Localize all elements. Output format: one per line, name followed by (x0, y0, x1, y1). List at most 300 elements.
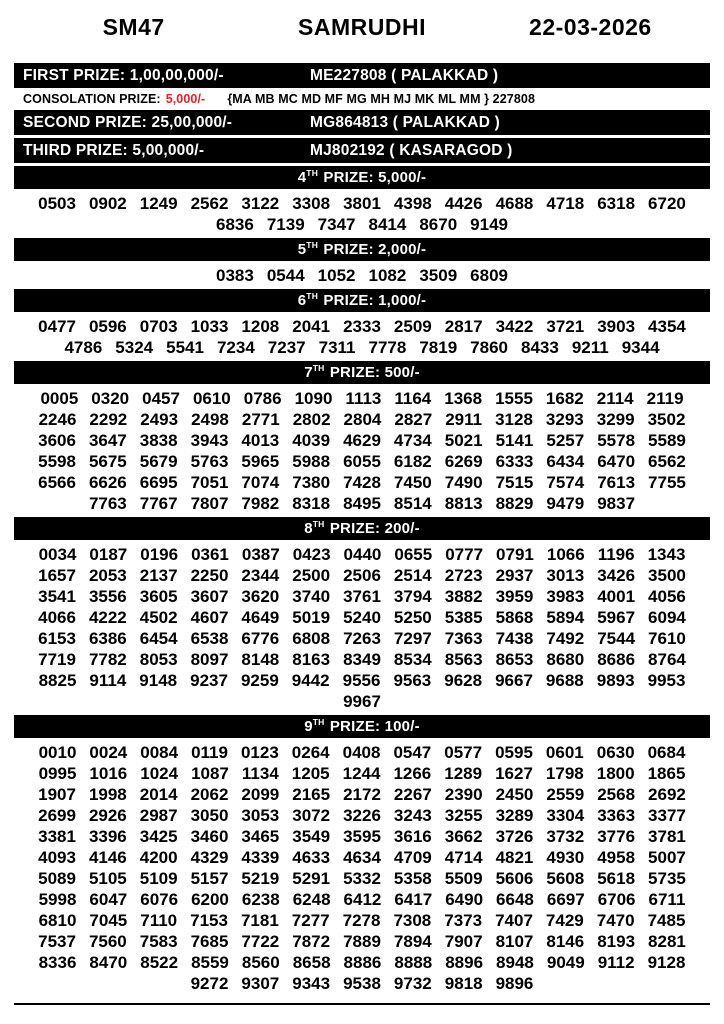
winning-number: 5219 (241, 869, 280, 888)
winning-number: 3128 (495, 410, 533, 429)
winning-number: 8563 (444, 650, 483, 669)
winning-number: 3740 (292, 587, 331, 606)
winning-number: 1113 (345, 389, 382, 408)
winning-number: 0187 (89, 545, 128, 564)
winning-number: 3226 (343, 806, 381, 825)
winning-number: 3556 (88, 587, 127, 606)
third-prize-bar (14, 138, 710, 163)
winning-number: 1907 (38, 785, 76, 804)
winning-number: 1087 (191, 764, 229, 783)
winning-number: 6182 (393, 452, 432, 471)
winning-number: 7234 (216, 338, 255, 357)
winning-number: 9893 (596, 671, 635, 690)
prize-section-title: 6TH PRIZE: 1,000/- (297, 291, 427, 309)
prize-sections (14, 166, 710, 997)
winning-number: 9667 (495, 671, 533, 690)
winning-number: 7894 (393, 932, 432, 951)
winning-number: 3013 (546, 566, 585, 585)
winning-number: 2333 (343, 317, 381, 336)
winning-number: 7297 (393, 629, 432, 648)
winning-number: 4426 (444, 194, 483, 213)
number-row (14, 451, 710, 472)
winning-number: 4821 (495, 848, 534, 867)
winning-number: 4001 (597, 587, 636, 606)
winning-number: 2014 (139, 785, 178, 804)
winning-number: 3721 (546, 317, 585, 336)
winning-number: 6047 (89, 890, 128, 909)
winning-number: 3620 (241, 587, 280, 606)
winning-number: 5679 (139, 452, 178, 471)
winning-number: 7450 (393, 473, 432, 492)
number-row (14, 649, 710, 670)
number-row (14, 670, 710, 691)
winning-number: 8829 (495, 494, 534, 513)
winning-number: 2390 (444, 785, 483, 804)
winning-number: 8107 (495, 932, 534, 951)
winning-number: 5385 (444, 608, 483, 627)
winning-number: 3426 (597, 566, 636, 585)
winning-number: 7308 (393, 911, 432, 930)
number-row (14, 430, 710, 451)
number-row (14, 337, 710, 358)
prize-section-header (14, 289, 710, 312)
number-row (14, 607, 710, 628)
winning-number: 3903 (597, 317, 636, 336)
winning-number: 1657 (38, 566, 76, 585)
winning-number: 6490 (445, 890, 484, 909)
winning-number: 9343 (292, 974, 331, 993)
winning-number: 5291 (292, 869, 331, 888)
winning-number: 2509 (393, 317, 432, 336)
winning-number: 2172 (343, 785, 381, 804)
winning-number: 8653 (495, 650, 534, 669)
winning-number: 0196 (140, 545, 179, 564)
winning-number: 3500 (648, 566, 686, 585)
winning-number: 4734 (393, 431, 432, 450)
winning-number: 3396 (88, 827, 127, 846)
consolation-amount: 5,000/- (165, 92, 206, 106)
winning-number: 3794 (393, 587, 432, 606)
winning-number: 0361 (191, 545, 229, 564)
number-row (14, 952, 710, 973)
winning-number: 8670 (419, 215, 458, 234)
prize-numbers (14, 542, 710, 715)
winning-number: 6318 (597, 194, 636, 213)
winning-number: 5019 (292, 608, 331, 627)
winning-number: 4629 (343, 431, 381, 450)
draw-date: 22-03-2026 (529, 13, 652, 40)
winning-number: 9479 (546, 494, 585, 513)
prize-numbers (14, 740, 710, 997)
winning-number: 6269 (444, 452, 483, 471)
winning-number: 1066 (546, 545, 585, 564)
winning-number: 5358 (393, 869, 432, 888)
winning-number: 1164 (394, 389, 432, 408)
winning-number: 2911 (445, 410, 483, 429)
winning-number: 3381 (38, 827, 76, 846)
winning-number: 2292 (89, 410, 128, 429)
winning-number: 6153 (38, 629, 76, 648)
winning-number: 2987 (139, 806, 178, 825)
winning-number: 7347 (317, 215, 356, 234)
winning-number: 8764 (648, 650, 686, 669)
number-row (14, 910, 710, 931)
number-row (14, 316, 710, 337)
winning-number: 7470 (596, 911, 635, 930)
winning-number: 7278 (342, 911, 381, 930)
winning-number: 5007 (648, 848, 686, 867)
winning-number: 6562 (648, 452, 686, 471)
winning-number: 4502 (139, 608, 178, 627)
winning-number: 8658 (292, 953, 331, 972)
winning-number: 1196 (597, 545, 635, 564)
winning-number: 3502 (647, 410, 686, 429)
winning-number: 6836 (216, 215, 254, 234)
winning-number: 0408 (342, 743, 381, 762)
winning-number: 3781 (648, 827, 686, 846)
winning-number: 3304 (546, 806, 585, 825)
winning-number: 3959 (495, 587, 534, 606)
winning-number: 8193 (597, 932, 636, 951)
winning-number: 0544 (266, 266, 305, 285)
winning-number: 3460 (190, 827, 229, 846)
winning-number: 0123 (240, 743, 279, 762)
winning-number: 9307 (241, 974, 280, 993)
winning-number: 1033 (190, 317, 229, 336)
winning-number: 8896 (445, 953, 484, 972)
winning-number: 2827 (394, 410, 433, 429)
number-row (14, 214, 710, 235)
prize-section-header (14, 166, 710, 189)
number-row (14, 973, 710, 994)
winning-number: 3509 (419, 266, 458, 285)
winning-number: 3647 (88, 431, 127, 450)
second-prize-winner: MG864813 ( PALAKKAD ) (310, 113, 500, 131)
winning-number: 0034 (38, 545, 77, 564)
lottery-name: SAMRUDHI (298, 13, 426, 40)
winning-number: 9148 (139, 671, 178, 690)
winning-number: 9818 (444, 974, 483, 993)
winning-number: 1134 (241, 764, 279, 783)
winning-number: 5763 (190, 452, 229, 471)
winning-number: 2568 (597, 785, 636, 804)
winning-number: 6776 (241, 629, 280, 648)
prize-section (14, 289, 710, 361)
prize-section-header (14, 361, 710, 384)
winning-number: 2723 (444, 566, 483, 585)
winning-number: 9237 (190, 671, 228, 690)
winning-number: 2500 (292, 566, 331, 585)
winning-number: 7181 (240, 911, 279, 930)
number-row (14, 493, 710, 514)
winning-number: 5089 (38, 869, 76, 888)
winning-number: 4930 (546, 848, 585, 867)
first-prize-winner: ME227808 ( PALAKKAD ) (310, 66, 499, 84)
winning-number: 1343 (647, 545, 686, 564)
winning-number: 6412 (343, 890, 382, 909)
winning-number: 5250 (393, 608, 432, 627)
number-row (14, 409, 710, 430)
winning-number: 9149 (470, 215, 508, 234)
winning-number: 0791 (496, 545, 534, 564)
winning-number: 5606 (495, 869, 534, 888)
winning-number: 6248 (292, 890, 331, 909)
winning-number: 7610 (648, 629, 686, 648)
winning-number: 7074 (241, 473, 280, 492)
winning-number: 6808 (292, 629, 331, 648)
winning-number: 9563 (393, 671, 432, 690)
second-prize-bar (14, 110, 710, 135)
winning-number: 0777 (445, 545, 484, 564)
winning-number: 5998 (38, 890, 77, 909)
winning-number: 4093 (38, 848, 76, 867)
winning-number: 1368 (444, 389, 483, 408)
winning-number: 7807 (190, 494, 229, 513)
winning-number: 7153 (190, 911, 228, 930)
winning-number: 0902 (88, 194, 127, 213)
winning-number: 1016 (89, 764, 128, 783)
prize-numbers (14, 191, 710, 238)
winning-number: 3595 (343, 827, 381, 846)
winning-number: 3761 (343, 587, 381, 606)
number-row (14, 784, 710, 805)
winning-number: 8560 (241, 953, 280, 972)
winning-number: 6720 (648, 194, 686, 213)
prize-section-header (14, 715, 710, 738)
winning-number: 4607 (190, 608, 229, 627)
winning-number: 1998 (88, 785, 127, 804)
winning-number: 5988 (292, 452, 331, 471)
winning-number: 4056 (648, 587, 686, 606)
number-row (14, 826, 710, 847)
winning-number: 3776 (597, 827, 636, 846)
consolation-row (14, 88, 710, 110)
winning-number: 3607 (190, 587, 229, 606)
winning-number: 7613 (597, 473, 636, 492)
winning-number: 2771 (241, 410, 280, 429)
winning-number: 0024 (89, 743, 128, 762)
winning-number: 5105 (88, 869, 127, 888)
winning-number: 0995 (38, 764, 77, 783)
prize-section (14, 361, 710, 517)
winning-number: 4066 (38, 608, 76, 627)
bottom-divider (14, 1003, 710, 1005)
winning-number: 9112 (597, 953, 635, 972)
winning-number: 1798 (545, 764, 584, 783)
winning-number: 9896 (495, 974, 534, 993)
winning-number: 0703 (139, 317, 178, 336)
winning-number: 9556 (342, 671, 381, 690)
winning-number: 2114 (596, 389, 634, 408)
winning-number: 9259 (240, 671, 279, 690)
winning-number: 9688 (545, 671, 584, 690)
prize-section-title: 8TH PRIZE: 200/- (304, 519, 420, 537)
winning-number: 0457 (142, 389, 180, 408)
winning-number: 2053 (88, 566, 127, 585)
winning-number: 2041 (292, 317, 331, 336)
winning-number: 7311 (318, 338, 356, 357)
winning-number: 1205 (291, 764, 330, 783)
winning-number: 3289 (495, 806, 534, 825)
winning-number: 0005 (40, 389, 79, 408)
winning-number: 2562 (190, 194, 229, 213)
winning-number: 8886 (343, 953, 382, 972)
winning-number: 7045 (89, 911, 128, 930)
winning-number: 1052 (317, 266, 356, 285)
winning-number: 4633 (292, 848, 331, 867)
winning-number: 6434 (546, 452, 585, 471)
winning-number: 3377 (648, 806, 686, 825)
winning-number: 7051 (190, 473, 229, 492)
winning-number: 5598 (38, 452, 76, 471)
winning-number: 7492 (546, 629, 585, 648)
winning-number: 5578 (597, 431, 636, 450)
winning-number: 4200 (139, 848, 178, 867)
third-prize-label: THIRD PRIZE: 5,00,000/- (23, 141, 205, 159)
winning-number: 4634 (343, 848, 381, 867)
winning-number: 7237 (267, 338, 306, 357)
winning-number: 7763 (88, 494, 127, 513)
winning-number: 5257 (546, 431, 585, 450)
winning-number: 7583 (139, 932, 178, 951)
winning-number: 6695 (139, 473, 178, 492)
winning-number: 7722 (241, 932, 280, 951)
winning-number: 7574 (546, 473, 585, 492)
winning-number: 0320 (91, 389, 130, 408)
winning-number: 3053 (241, 806, 280, 825)
draw-code: SM47 (102, 13, 165, 40)
winning-number: 2344 (241, 566, 280, 585)
winning-number: 7537 (38, 932, 76, 951)
winning-number: 7560 (88, 932, 127, 951)
winning-number: 2119 (646, 389, 684, 408)
number-row (14, 586, 710, 607)
winning-number: 8888 (394, 953, 433, 972)
winning-number: 9628 (444, 671, 483, 690)
winning-number: 8825 (38, 671, 77, 690)
winning-number: 4688 (495, 194, 534, 213)
prize-numbers (14, 263, 710, 289)
number-row (14, 388, 710, 409)
winning-number: 6386 (88, 629, 127, 648)
winning-number: 3363 (597, 806, 636, 825)
winning-number: 7485 (647, 911, 686, 930)
winning-number: 7907 (444, 932, 483, 951)
winning-number: 2802 (292, 410, 331, 429)
winning-number: 3606 (38, 431, 76, 450)
winning-number: 6238 (241, 890, 280, 909)
winning-number: 2926 (88, 806, 127, 825)
prize-numbers (14, 314, 710, 361)
winning-number: 2692 (648, 785, 686, 804)
winning-number: 3299 (596, 410, 635, 429)
winning-number: 8522 (140, 953, 179, 972)
winning-number: 9538 (343, 974, 381, 993)
winning-number: 1208 (241, 317, 280, 336)
winning-number: 3662 (444, 827, 483, 846)
winning-number: 6076 (140, 890, 179, 909)
winning-number: 5021 (444, 431, 483, 450)
winning-number: 3838 (139, 431, 178, 450)
winning-number: 6333 (495, 452, 534, 471)
winning-number: 9837 (597, 494, 636, 513)
winning-number: 2514 (393, 566, 432, 585)
winning-number: 1555 (495, 389, 533, 408)
winning-number: 0655 (394, 545, 433, 564)
consolation-series: {MA MB MC MD MF MG MH MJ MK ML MM } 227808 (227, 92, 535, 106)
winning-number: 5735 (648, 869, 686, 888)
winning-number: 1090 (294, 389, 333, 408)
winning-number: 3541 (38, 587, 76, 606)
winning-number: 5109 (139, 869, 178, 888)
winning-number: 7373 (444, 911, 483, 930)
prize-section (14, 166, 710, 238)
winning-number: 3801 (343, 194, 381, 213)
number-row (14, 544, 710, 565)
prize-section-header (14, 517, 710, 540)
winning-number: 7860 (470, 338, 508, 357)
winning-number: 0684 (647, 743, 686, 762)
winning-number: 8948 (496, 953, 534, 972)
winning-number: 5965 (241, 452, 280, 471)
winning-number: 0423 (292, 545, 331, 564)
winning-number: 9272 (190, 974, 229, 993)
winning-number: 8534 (393, 650, 432, 669)
winning-number: 1800 (596, 764, 635, 783)
number-row (14, 691, 710, 712)
winning-number: 5967 (597, 608, 636, 627)
winning-number: 0610 (192, 389, 231, 408)
winning-number: 7277 (291, 911, 330, 930)
number-row (14, 472, 710, 493)
winning-number: 4958 (597, 848, 636, 867)
winning-number: 8349 (343, 650, 381, 669)
winning-number: 2699 (38, 806, 76, 825)
winning-number: 2498 (191, 410, 229, 429)
winning-number: 5618 (597, 869, 636, 888)
winning-number: 7380 (292, 473, 331, 492)
second-prize-label: SECOND PRIZE: 25,00,000/- (23, 113, 233, 131)
winning-number: 3422 (495, 317, 534, 336)
winning-number: 5141 (495, 431, 534, 450)
winning-number: 4222 (88, 608, 127, 627)
winning-number: 7429 (545, 911, 584, 930)
winning-number: 3293 (545, 410, 584, 429)
winning-number: 5541 (166, 338, 204, 357)
winning-number: 0440 (343, 545, 382, 564)
winning-number: 2559 (546, 785, 585, 804)
winning-number: 8514 (393, 494, 432, 513)
prize-section (14, 715, 710, 997)
winning-number: 2506 (343, 566, 381, 585)
number-row (14, 763, 710, 784)
winning-number: 8433 (520, 338, 559, 357)
winning-number: 2493 (140, 410, 179, 429)
winning-number: 2450 (495, 785, 534, 804)
number-row (14, 193, 710, 214)
winning-number: 9211 (571, 338, 609, 357)
winning-number: 2250 (190, 566, 229, 585)
winning-number: 6711 (648, 890, 686, 909)
prize-section (14, 238, 710, 289)
winning-number: 8470 (89, 953, 128, 972)
winning-number: 3549 (292, 827, 331, 846)
winning-number: 4714 (444, 848, 483, 867)
winning-number: 8813 (444, 494, 483, 513)
number-row (14, 565, 710, 586)
winning-number: 7363 (444, 629, 483, 648)
winning-number: 2937 (495, 566, 534, 585)
